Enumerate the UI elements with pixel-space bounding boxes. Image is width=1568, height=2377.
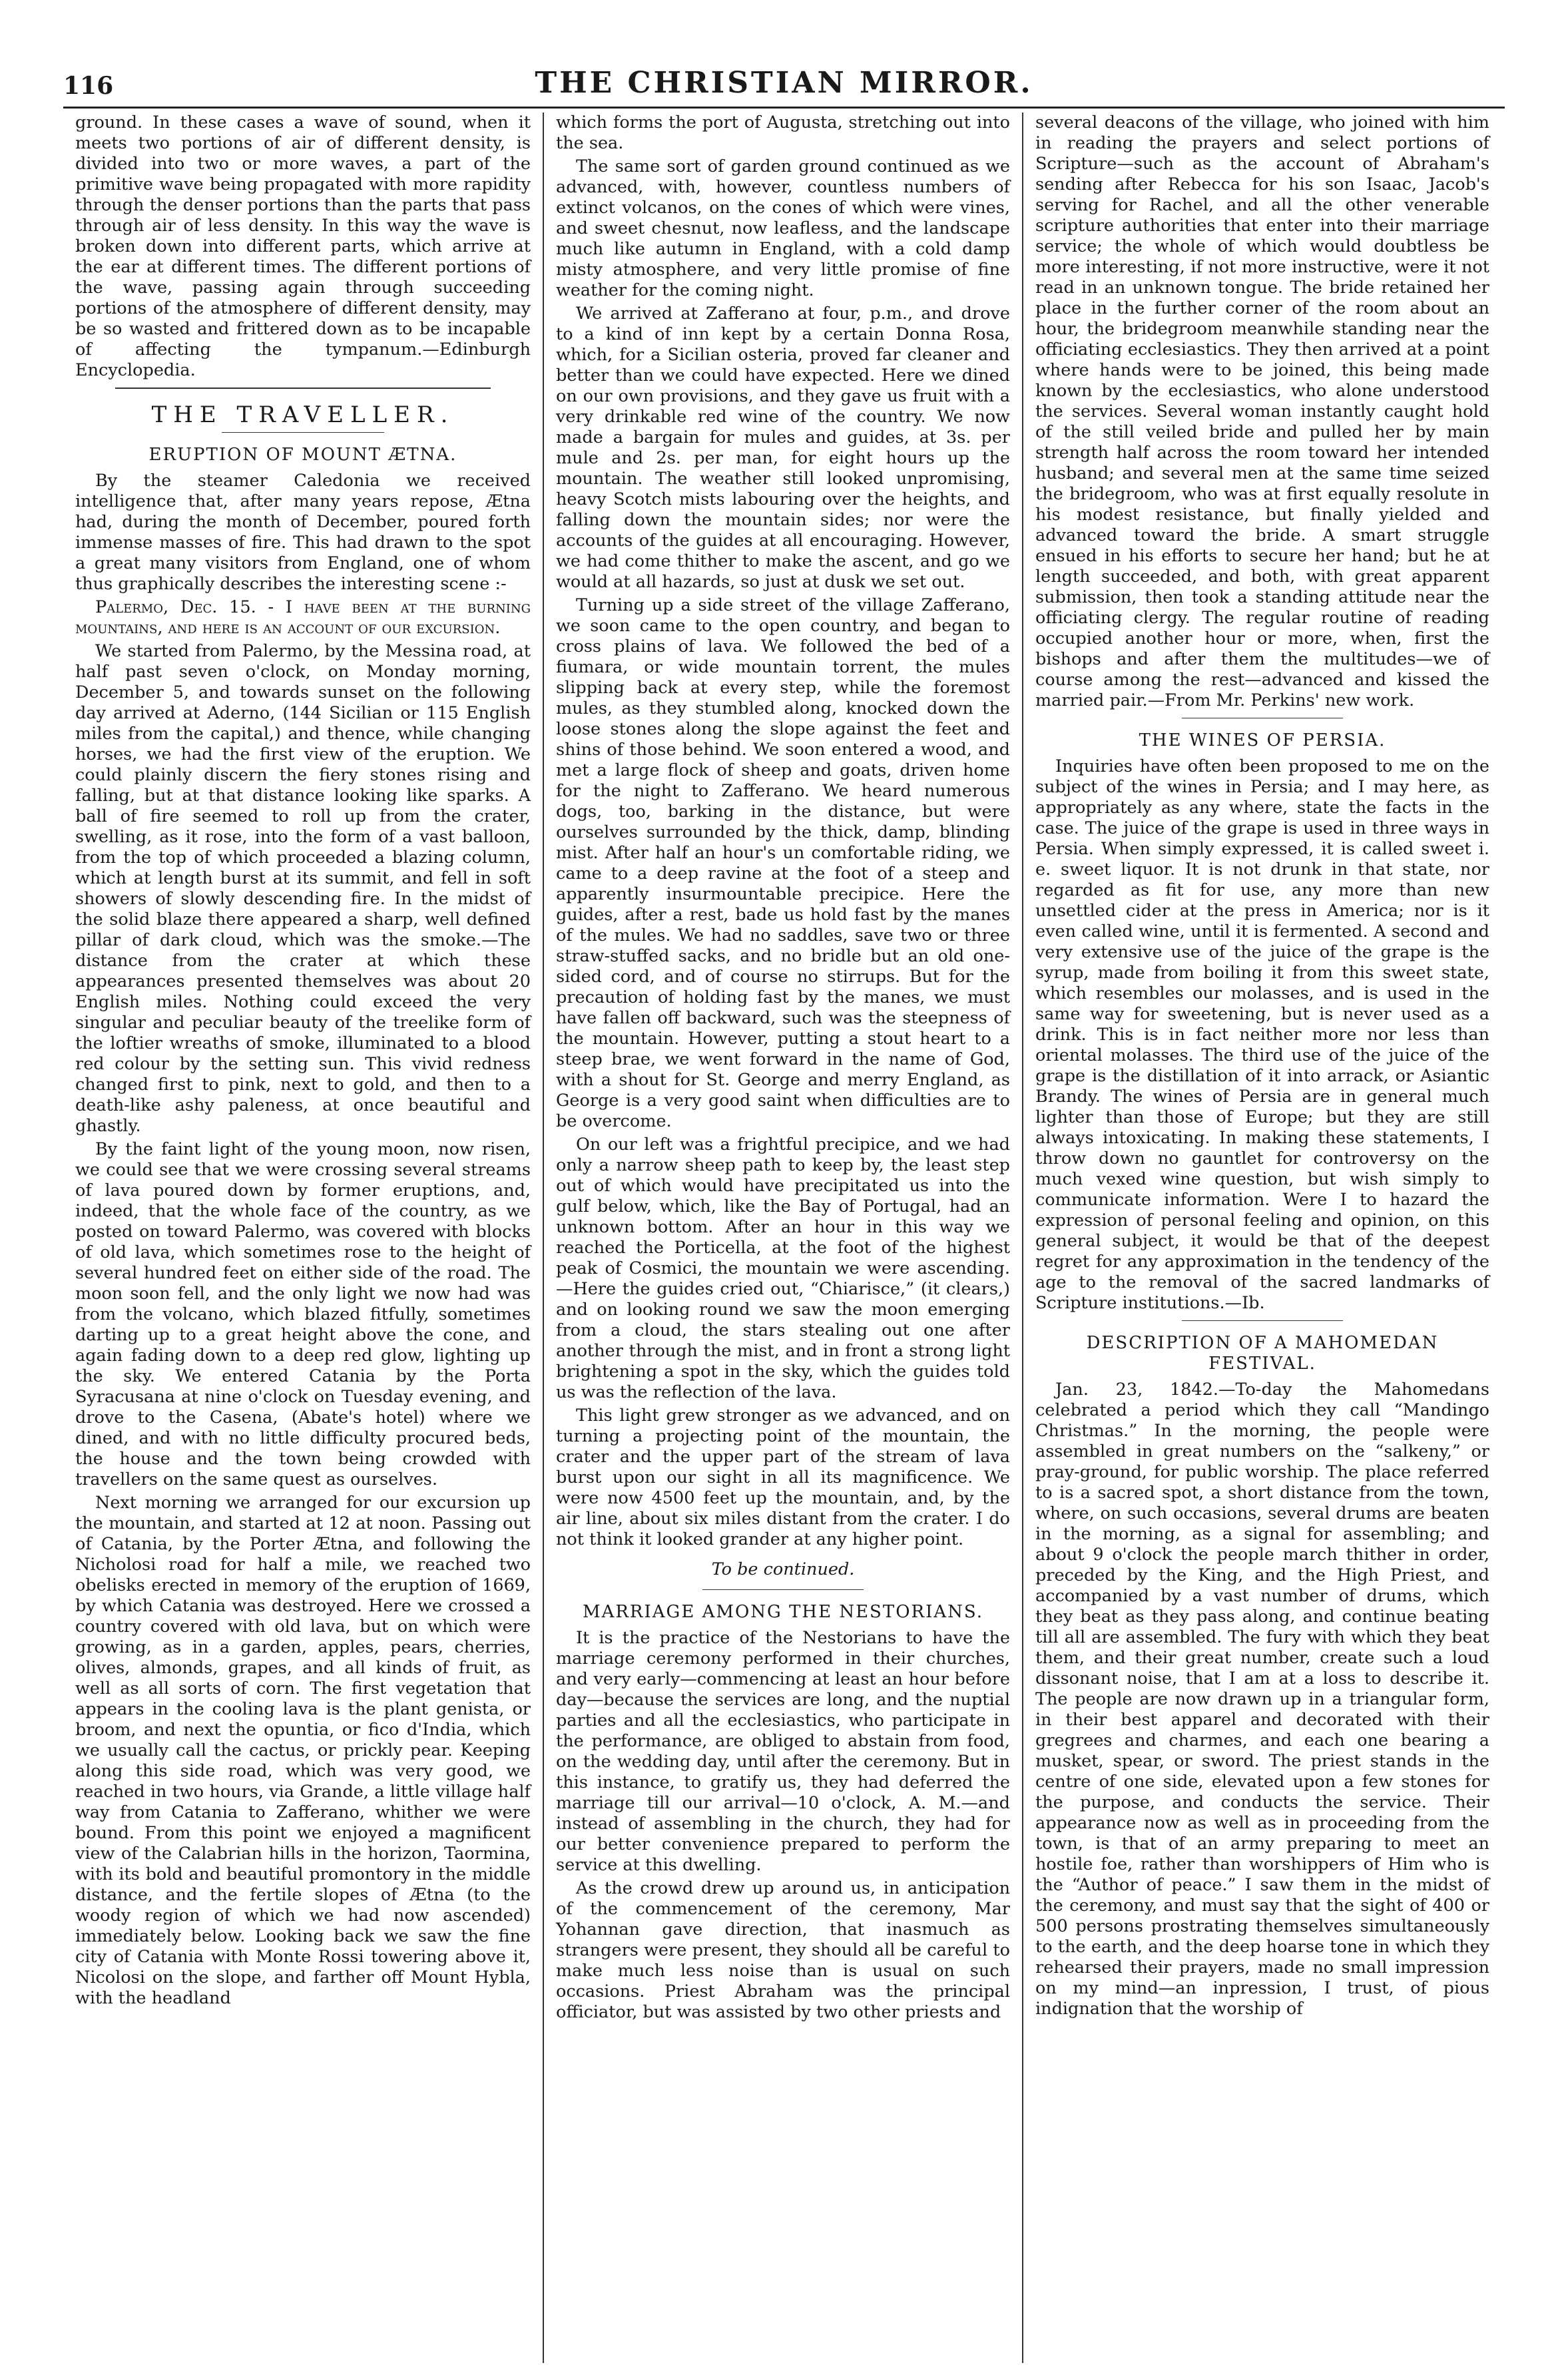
article-title: DESCRIPTION OF A MAHOMEDAN FESTIVAL. <box>1086 1333 1439 1374</box>
article-paragraph: It is the practice of the Nestorians to have the marriage ceremony performed in their churches, and very early—commencing at least an hour before day—because the services are long, and the nuptial parties and all the ecclesiastics, who participate in the performance, are obliged to abstain from food, on the wedding day, until after the ceremony. But in this instance, to gratify us, they had deferred the marriage till our arrival—10 o'clock, A. M.—and instead of assembling in the church, they had for our better convenience prepared to perform the service at this dwelling. <box>556 1628 1010 1875</box>
article-title: THE WINES OF PERSIA. <box>1139 730 1386 750</box>
article-paragraph: By the faint light of the young moon, now risen, we could see that we were crossing several streams of lava poured down by former eruptions, and, indeed, that the whole face of the country, as we posted on toward Palermo, was covered with blocks of old lava, which sometimes rose to the height of several hundred feet on either side of the road. The moon soon fell, and the only light we now had was from the volcano, which blazed fitfully, sometimes darting up to a great height above the cone, and again fading down to a deep red glow, lighting up the sky. We entered Catania by the Porta Syracusana at nine o'clock on Tuesday evening, and drove to the Casena, (Abate's hotel) where we dined, and with no little difficulty procured beds, the house and the town being crowded with travellers on the same quest as ourselves. <box>75 1139 531 1489</box>
article-paragraph: This light grew stronger as we advanced, and on turning a projecting point of the mountain, the crater and the upper part of the stream of lava burst upon our sight in all its magnificence. We were now 4500 feet up the mountain, and, by the air line, about six miles distant from the crater. I do not think it looked grander at any higher point. <box>556 1406 1010 1549</box>
article-rule <box>1182 1320 1343 1321</box>
article-rule <box>702 1589 864 1590</box>
article-paragraph: ground. In these cases a wave of sound, when it meets two portions of air of different density, is divided into two or more waves, a part of the primitive wave being propagated with more rapidity through the denser portions than the parts that pass through air of less density. In this way the wave is broken down into different parts, which arrive at the ear at different times. The different portions of the wave, passing again through succeeding portions of the atmosphere of different density, may be so wasted and frittered down as to be incapable of affecting the tympanum.—Edinburgh Encyclopedia. <box>75 113 531 380</box>
section-rule-short <box>222 432 384 433</box>
columns <box>63 113 1505 2363</box>
column-1 <box>63 113 543 2363</box>
article-paragraph: Inquiries have often been proposed to me on the subject of the wines in Persia; and I may here, as appropriately as any where, state the facts in the case. The juice of the grape is used in three ways in Persia. When simply expressed, it is called sweet i. e. sweet liquor. It is not drunk in that state, nor regarded as fit for use, any more than new unsettled cider at the press in America; nor is it even called wine, until it is fermented. A second and very extensive use of the juice of the grape is the syrup, made from boiling it from this sweet state, which resembles our molasses, and is used in the same way for sweetening, but is never used as a drink. This is in fact neither more nor less than oriental molasses. The third use of the juice of the grape is the distillation of it into arrack, or Asiantic Brandy. The wines of Persia are in general much lighter than those of Europe; but they are still always intoxicating. In making these statements, I throw down no gauntlet for controversy on the much vexed wine question, but wish simply to communicate information. Were I to hazard the expression of personal feeling and opinion, on this general subject, it would be that of the deepest regret for any approximation in the tendency of the age to the removal of the sacred landmarks of Scripture institutions.—Ib. <box>1035 756 1489 1313</box>
article-paragraph: By the steamer Caledonia we received intelligence that, after many years repose, Ætna had, during the month of December, poured forth immense masses of fire. This had drawn to the spot a great many visitors from England, one of whom thus graphically describes the interesting scene :- <box>75 471 531 594</box>
article-paragraph: Turning up a side street of the village Zafferano, we soon came to the open country, and began to cross plains of lava. We followed the bed of a fiumara, or wide mountain torrent, the mules slipping back at every step, while the foremost mules, as they stumbled along, knocked down the loose stones along the slope against the feet and shins of those behind. We soon entered a wood, and met a large flock of sheep and goats, driven home for the night to Zafferano. We heard numerous dogs, too, barking in the distance, but were ourselves surrounded by the thick, damp, blinding mist. After half an hour's un comfortable riding, we came to a deep ravine at the foot of a steep and apparently insurmountable precipice. Here the guides, after a rest, bade us hold fast by the manes of the mules. We had no saddles, save two or three straw-stuffed sacks, and no bridle but an old one-sided cord, and of course no stirrups. But for the precaution of holding fast by the manes, we must have fallen off backward, such was the steepness of the mountain. However, putting a stout heart to a steep brae, we went forward in the name of God, with a shout for St. George and merry England, as George is a very good saint when difficulties are to be overcome. <box>556 595 1010 1131</box>
page-number: 116 <box>63 72 114 100</box>
article-paragraph: which forms the port of Augusta, stretching out into the sea. <box>556 113 1010 153</box>
article-paragraph: The same sort of garden ground continued as we advanced, with, however, countless numbers of extinct volcanos, on the cones of which were vines, and sweet chesnut, now leafless, and the landscape much like autumn in England, with a cold damp misty atmosphere, and very little promise of fine weather for the coming night. <box>556 156 1010 300</box>
article-paragraph: We started from Palermo, by the Messina road, at half past seven o'clock, on Monday morning, December 5, and towards sunset on the following day arrived at Aderno, (144 Sicilian or 115 English miles from the capital,) and thence, while changing horses, we had the first view of the eruption. We could plainly discern the fiery stones rising and falling, but at that distance looking like sparks. A ball of fire seemed to roll up from the crater, swelling, as it rose, into the form of a vast balloon, from the top of which proceeded a blazing column, which at length burst at its summit, and fell in soft showers of slowly descending fire. In the midst of the solid blaze there appeared a sharp, well defined pillar of dark cloud, which was the smoke.—The distance from the crater at which these appearances presented themselves was about 20 English miles. Nothing could exceed the very singular and peculiar beauty of the treelike form of the loftier wreaths of smoke, illuminated to a blood red colour by the setting sun. This vivid redness changed first to pink, next to gold, and then to a death-like ashy paleness, at once beautiful and ghastly. <box>75 641 531 1136</box>
article-paragraph: several deacons of the village, who joined with him in reading the prayers and select portions of Scripture—such as the account of Abraham's sending after Rebecca for his son Isaac, Jacob's serving for Rachel, and all the other venerable scripture authorities that enter into their marriage service; the whole of which would doubtless be more interesting, if not more instructive, were it not read in an unknown tongue. The bride retained her place in the further corner of the room about an hour, the bridegroom meanwhile standing near the officiating ecclesiastics. They then arrived at a point where hands were to be joined, this being made known by the ecclesiastics, who alone understood the services. Several woman instantly caught hold of the still veiled bride and pulled her by main strength half across the room toward her intended husband; and several men at the same time seized the bridegroom, who was at first equally resolute in his modest resistance, but finally yielded and advanced toward the bride. A smart struggle ensued in his efforts to secure her hand; but he at length succeeded, and both, with great apparent submission, then took a standing attitude near the officiating clergy. The regular routine of reading occupied another hour or more, when, first the bishops and after them the multitudes—we of course among the rest—advanced and kissed the married pair.—From Mr. Perkins' new work. <box>1035 113 1489 710</box>
running-title: THE CHRISTIAN MIRROR. <box>535 66 1033 100</box>
article-title: ERUPTION OF MOUNT ÆTNA. <box>148 445 457 465</box>
article-paragraph: As the crowd drew up around us, in anticipation of the commencement of the ceremony, Mar Yohannan gave direction, that inasmuch as strangers were present, they should all be careful to make much less noise than is usual on such occasions. Priest Abraham was the principal officiator, but was assisted by two other priests and <box>556 1878 1010 2022</box>
column-3 <box>1022 113 1501 2363</box>
article-paragraph: Next morning we arranged for our excursion up the mountain, and started at 12 at noon. Passing out of Catania, by the Porter Ætna, and following the Nicholosi road for half a mile, we reached two obelisks erected in memory of the eruption of 1669, by which Catania was destroyed. Here we crossed a country covered with old lava, but on which were growing, as in a garden, apples, pears, cherries, olives, almonds, grapes, and all kinds of fruit, as well as all sorts of corn. The first vegetation that appears in the cooling lava is the plant genista, or broom, and next the opuntia, or fico d'India, which we usually call the cactus, or prickly pear. Keeping along this side road, which was very good, we reached in two hours, via Grande, a little village half way from Catania to Zafferano, whither we were bound. From this point we enjoyed a magnificent view of the Calabrian hills in the horizon, Taormina, with its bold and beautiful promontory in the middle distance, and the fertile slopes of Ætna (to the woody region of which we had now ascended) immediately below. Looking back we saw the fine city of Catania with Monte Rossi towering above it, Nicolosi on the slope, and farther off Mount Hybla, with the headland <box>75 1493 531 2008</box>
article-paragraph: Palermo, Dec. 15. - I have been at the burning mountains, and here is an account of our excursion. <box>75 597 531 638</box>
article-paragraph: On our left was a frightful precipice, and we had only a narrow sheep path to keep by, the least step out of which would have precipitated us into the gulf below, which, like the Bay of Portugal, had an unknown bottom. After an hour in this way we reached the Porticella, at the foot of the highest peak of Cosmici, the mountain we were ascending.—Here the guides cried out, “Chiarisce,” (it clears,) and on looking round we saw the moon emerging from a cloud, the stars stealing out one after another through the mist, and in front a strong light brightening a spot in the sky, which the guides told us was the reflection of the lava. <box>556 1135 1010 1402</box>
continued-note: To be continued. <box>711 1559 855 1579</box>
masthead <box>63 47 1505 109</box>
column-2 <box>543 113 1022 2363</box>
article-paragraph: We arrived at Zafferano at four, p.m., and drove to a kind of inn kept by a certain Donna Rosa, which, for a Sicilian osteria, proved far cleaner and better than we could have expected. Here we dined on our own provisions, and they gave us fruit with a very drinkable red wine of the country. We now made a bargain for mules and guides, at 3s. per mule and 2s. per man, for eight hours up the mountain. The weather still looked unpromising, heavy Scotch mists labouring over the heights, and falling down the mountain sides; nor were the accounts of the guides at all encouraging. However, we had come thither to make the ascent, and go we would at all hazards, so just at dusk we set out. <box>556 304 1010 592</box>
article-title: MARRIAGE AMONG THE NESTORIANS. <box>582 1602 984 1622</box>
section-rule <box>115 388 491 389</box>
article-paragraph: Jan. 23, 1842.—To-day the Mahomedans celebrated a period which they call “Mandingo Christmas.” In the morning, the people were assembled in great numbers on the “salkeny,” or pray-ground, for public worship. The place referred to is a sacred spot, a short distance from the town, where, on such occasions, several drums are beaten in the morning, as a signal for assembling; and about 9 o'clock the people march thither in order, preceded by the King, and the High Priest, and accompanied by a vast number of drums, which they beat as they pass along, and continue beating till all are assembled. The fury with which they beat them, and their great number, create such a loud dissonant noise, that I am at a loss to describe it. The people are now drawn up in a triangular form, in their best apparel and decorated with their gregrees and charmes, and each one bearing a musket, spear, or sword. The priest stands in the centre of one side, elevated upon a few stones for the purpose, and conducts the service. Their appearance now as well as in proceeding from the town, is that of an army preparing to meet an hostile foe, rather than worshippers of Him who is the “Author of peace.” I saw them in the midst of the ceremony, and must say that the sight of 400 or 500 persons prostrating themselves simultaneously to the earth, and the deep hoarse tone in which they rehearsed their prayers, made no small impression on my mind—an inpression, I trust, of pious indignation that the worship of <box>1035 1380 1489 2019</box>
section-title: THE TRAVELLER. <box>151 401 455 428</box>
